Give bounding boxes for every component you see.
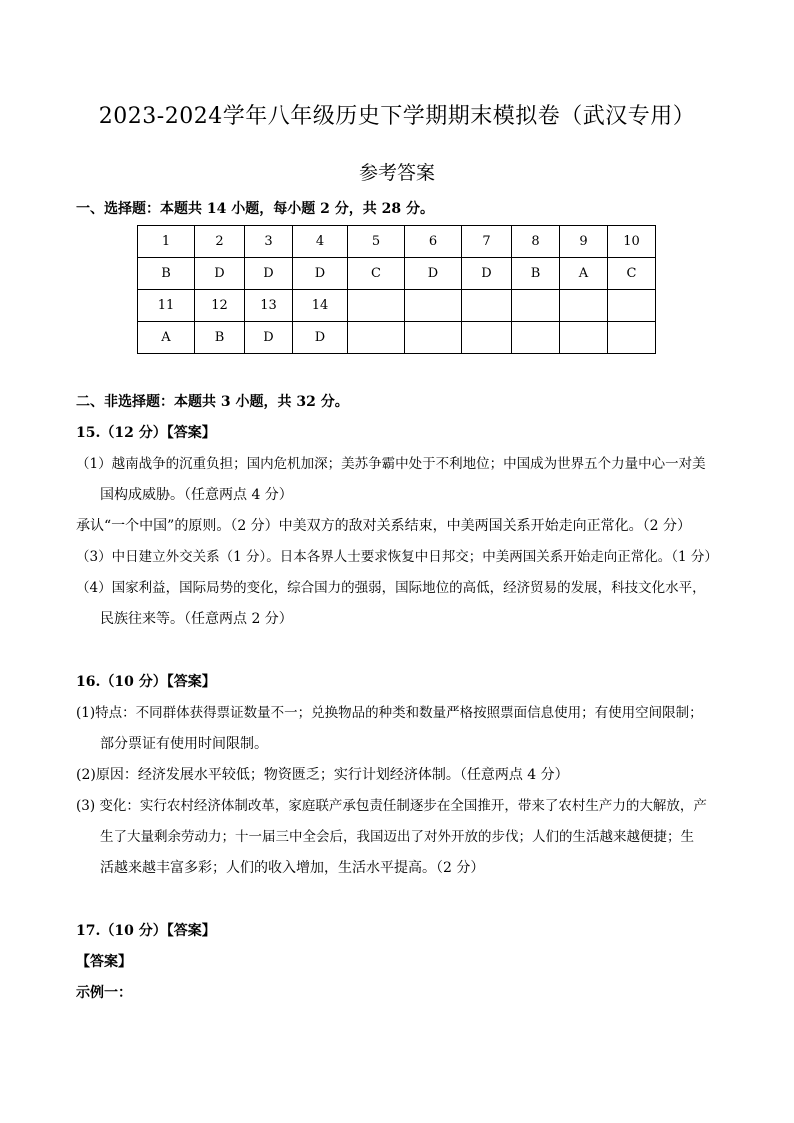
table-cell: 7 xyxy=(462,226,512,258)
table-cell: D xyxy=(245,258,293,290)
q15-answer-1-line1: （1）越南战争的沉重负担；国内危机加深；美苏争霸中处于不利地位；中国成为世界五个力量中心一对美 xyxy=(76,456,706,472)
table-cell: 1 xyxy=(138,226,195,258)
table-cell: 10 xyxy=(608,226,656,258)
table-cell: D xyxy=(293,258,348,290)
q15-answer-4-line1: （4）国家利益，国际局势的变化，综合国力的强弱，国际地位的高低，经济贸易的发展，科技文化水平， xyxy=(76,580,706,596)
table-cell xyxy=(348,322,405,354)
table-cell: 14 xyxy=(293,290,348,322)
table-cell: 2 xyxy=(195,226,245,258)
q16-answer-3-line2: 生了大量剩余劳动力；十一届三中全会后，我国迈出了对外开放的步伐；人们的生活越来越便捷；生 xyxy=(100,829,694,845)
q17-answer-label: 【答案】 xyxy=(76,954,132,970)
table-cell: B xyxy=(195,322,245,354)
q15-answer-3: （3）中日建立外交关系（1 分）。日本各界人士要求恢复中日邦交；中美两国关系开始走向正常化。（1 分） xyxy=(76,549,718,565)
table-cell: 11 xyxy=(138,290,195,322)
table-cell xyxy=(608,290,656,322)
q16-answer-1-line1: (1)特点：不同群体获得票证数量不一；兑换物品的种类和数量严格按照票面信息使用；有使用空间限制； xyxy=(76,705,703,721)
table-cell xyxy=(512,322,560,354)
table-cell: D xyxy=(245,322,293,354)
table-cell: A xyxy=(560,258,608,290)
table-cell: 13 xyxy=(245,290,293,322)
document-title: 2023-2024学年八年级历史下学期期末模拟卷（武汉专用） xyxy=(98,104,696,129)
table-cell: C xyxy=(348,258,405,290)
table-cell: D xyxy=(462,258,512,290)
table-cell xyxy=(348,290,405,322)
q15-answer-2: 承认“一个中国”的原则。（2 分）中美双方的敌对关系结束，中美两国关系开始走向正常化。（2 分） xyxy=(76,518,692,534)
table-cell xyxy=(560,290,608,322)
table-cell xyxy=(462,322,512,354)
table-cell: B xyxy=(138,258,195,290)
q15-answer-1-line2: 国构成威胁。（任意两点 4 分） xyxy=(100,487,293,503)
table-cell: 12 xyxy=(195,290,245,322)
q16-answer-1-line2: 部分票证有使用时间限制。 xyxy=(100,736,268,752)
q16-answer-2: (2)原因：经济发展水平较低；物资匮乏；实行计划经济体制。（任意两点 4 分） xyxy=(76,767,569,783)
q15-answer-4-line2: 民族往来等。（任意两点 2 分） xyxy=(100,611,293,627)
table-cell: A xyxy=(138,322,195,354)
q17-heading: 17.（10 分）【答案】 xyxy=(76,923,216,939)
table-cell: 3 xyxy=(245,226,293,258)
q16-heading: 16.（10 分）【答案】 xyxy=(76,674,216,690)
table-cell: C xyxy=(608,258,656,290)
table-cell xyxy=(405,290,462,322)
table-cell xyxy=(512,290,560,322)
table-cell: 5 xyxy=(348,226,405,258)
table-cell: D xyxy=(405,258,462,290)
q16-answer-3-line3: 活越来越丰富多彩；人们的收入增加，生活水平提高。（2 分） xyxy=(100,860,485,876)
table-row xyxy=(138,226,656,258)
section2-heading: 二、非选择题：本题共 3 小题，共 32 分。 xyxy=(76,394,349,410)
table-row xyxy=(138,290,656,322)
table-cell: 4 xyxy=(293,226,348,258)
table-cell: 9 xyxy=(560,226,608,258)
q17-example-label: 示例一： xyxy=(76,985,132,1001)
table-cell: 6 xyxy=(405,226,462,258)
q15-heading: 15.（12 分）【答案】 xyxy=(76,425,216,441)
document-subtitle: 参考答案 xyxy=(358,162,435,184)
table-cell xyxy=(608,322,656,354)
section1-heading: 一、选择题：本题共 14 小题，每小题 2 分，共 28 分。 xyxy=(76,201,434,217)
table-cell: 8 xyxy=(512,226,560,258)
q16-answer-3-line1: (3) 变化：实行农村经济体制改革，家庭联产承包责任制逐步在全国推开，带来了农村生产力的大解放，产 xyxy=(76,798,707,814)
table-cell xyxy=(405,322,462,354)
table-cell xyxy=(462,290,512,322)
table-cell: D xyxy=(195,258,245,290)
table-cell xyxy=(560,322,608,354)
table-row xyxy=(138,322,656,354)
table-row xyxy=(138,258,656,290)
table-cell: B xyxy=(512,258,560,290)
answer-table xyxy=(137,225,656,354)
table-cell: D xyxy=(293,322,348,354)
